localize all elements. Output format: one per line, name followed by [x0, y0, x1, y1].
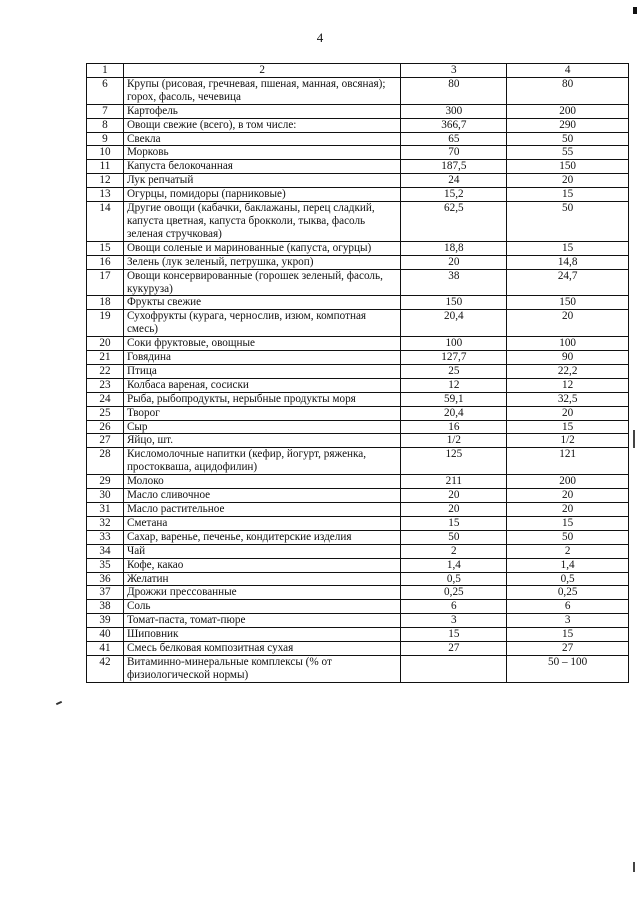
row-number: 35	[87, 558, 124, 572]
row-value-col3: 20,4	[401, 406, 507, 420]
row-value-col4: 15	[507, 628, 629, 642]
table-row	[87, 406, 629, 420]
row-number: 32	[87, 516, 124, 530]
row-name: Кофе, какао	[123, 558, 401, 572]
row-name: Говядина	[123, 351, 401, 365]
row-value-col4: 24,7	[507, 269, 629, 296]
row-value-col4: 150	[507, 296, 629, 310]
row-value-col3: 12	[401, 378, 507, 392]
row-value-col3: 16	[401, 420, 507, 434]
row-number: 6	[87, 77, 124, 104]
row-value-col3: 20	[401, 489, 507, 503]
row-value-col3: 20	[401, 255, 507, 269]
table-row	[87, 77, 629, 104]
row-name: Капуста белокочанная	[123, 160, 401, 174]
row-value-col4: 121	[507, 448, 629, 475]
table-row	[87, 296, 629, 310]
row-name: Масло сливочное	[123, 489, 401, 503]
table-row	[87, 628, 629, 642]
row-value-col4: 1/2	[507, 434, 629, 448]
row-name: Смесь белковая композитная сухая	[123, 642, 401, 656]
food-norms-table	[86, 63, 629, 683]
row-value-col4: 50 – 100	[507, 655, 629, 682]
row-value-col4: 15	[507, 188, 629, 202]
row-number: 42	[87, 655, 124, 682]
row-value-col3: 2	[401, 544, 507, 558]
table-row	[87, 188, 629, 202]
row-value-col4: 20	[507, 174, 629, 188]
row-number: 26	[87, 420, 124, 434]
row-value-col4: 200	[507, 475, 629, 489]
table-row	[87, 420, 629, 434]
table-row	[87, 351, 629, 365]
row-value-col4: 20	[507, 489, 629, 503]
table-body	[87, 77, 629, 682]
row-name: Фрукты свежие	[123, 296, 401, 310]
page-number: 4	[316, 30, 324, 45]
table-row	[87, 558, 629, 572]
row-value-col4: 290	[507, 118, 629, 132]
table-row	[87, 269, 629, 296]
row-value-col3: 20	[401, 503, 507, 517]
row-value-col3: 100	[401, 337, 507, 351]
row-number: 24	[87, 392, 124, 406]
row-value-col3: 15	[401, 516, 507, 530]
table-row	[87, 392, 629, 406]
row-name: Дрожжи прессованные	[123, 586, 401, 600]
row-value-col4: 150	[507, 160, 629, 174]
row-number: 30	[87, 489, 124, 503]
table-row	[87, 448, 629, 475]
row-value-col4: 3	[507, 614, 629, 628]
row-name: Зелень (лук зеленый, петрушка, укроп)	[123, 255, 401, 269]
table-row	[87, 655, 629, 682]
row-value-col3: 50	[401, 530, 507, 544]
row-name: Масло растительное	[123, 503, 401, 517]
row-name: Сыр	[123, 420, 401, 434]
row-value-col3	[401, 655, 507, 682]
row-number: 15	[87, 241, 124, 255]
row-number: 17	[87, 269, 124, 296]
row-value-col3: 65	[401, 132, 507, 146]
row-value-col4: 20	[507, 503, 629, 517]
row-value-col4: 22,2	[507, 364, 629, 378]
row-number: 28	[87, 448, 124, 475]
table-row	[87, 378, 629, 392]
row-value-col4: 2	[507, 544, 629, 558]
table-row	[87, 118, 629, 132]
row-value-col4: 0,25	[507, 586, 629, 600]
table-row	[87, 516, 629, 530]
table-row	[87, 434, 629, 448]
row-value-col3: 1/2	[401, 434, 507, 448]
scan-edge-mark	[633, 430, 635, 448]
row-value-col3: 300	[401, 104, 507, 118]
table-row	[87, 572, 629, 586]
row-number: 37	[87, 586, 124, 600]
row-value-col3: 3	[401, 614, 507, 628]
table-row	[87, 202, 629, 242]
row-value-col4: 90	[507, 351, 629, 365]
row-value-col4: 0,5	[507, 572, 629, 586]
row-value-col4: 15	[507, 516, 629, 530]
row-value-col4: 50	[507, 132, 629, 146]
row-name: Лук репчатый	[123, 174, 401, 188]
row-name: Морковь	[123, 146, 401, 160]
row-name: Молоко	[123, 475, 401, 489]
row-number: 29	[87, 475, 124, 489]
row-name: Рыба, рыбопродукты, нерыбные продукты моря	[123, 392, 401, 406]
row-value-col3: 211	[401, 475, 507, 489]
row-name: Шиповник	[123, 628, 401, 642]
row-value-col3: 127,7	[401, 351, 507, 365]
table-row	[87, 160, 629, 174]
table-row	[87, 310, 629, 337]
table-row	[87, 241, 629, 255]
row-value-col4: 55	[507, 146, 629, 160]
row-number: 10	[87, 146, 124, 160]
table-row	[87, 600, 629, 614]
row-value-col4: 15	[507, 241, 629, 255]
row-number: 12	[87, 174, 124, 188]
row-name: Соль	[123, 600, 401, 614]
row-value-col3: 366,7	[401, 118, 507, 132]
row-name: Витаминно-минеральные комплексы (% от физиологической нормы)	[123, 655, 401, 682]
row-value-col4: 50	[507, 202, 629, 242]
row-value-col3: 62,5	[401, 202, 507, 242]
row-name: Овощи свежие (всего), в том числе:	[123, 118, 401, 132]
header-col-1: 1	[87, 64, 124, 78]
table-row	[87, 337, 629, 351]
row-value-col3: 150	[401, 296, 507, 310]
row-value-col3: 0,5	[401, 572, 507, 586]
row-number: 31	[87, 503, 124, 517]
row-value-col3: 20,4	[401, 310, 507, 337]
row-name: Творог	[123, 406, 401, 420]
row-value-col4: 27	[507, 642, 629, 656]
header-col-2: 2	[123, 64, 401, 78]
row-number: 18	[87, 296, 124, 310]
row-value-col3: 27	[401, 642, 507, 656]
scan-edge-mark	[633, 862, 635, 872]
row-name: Птица	[123, 364, 401, 378]
row-value-col4: 1,4	[507, 558, 629, 572]
row-number: 8	[87, 118, 124, 132]
row-value-col3: 15,2	[401, 188, 507, 202]
row-name: Желатин	[123, 572, 401, 586]
row-value-col4: 15	[507, 420, 629, 434]
row-name: Крупы (рисовая, гречневая, пшеная, манная, овсяная); горох, фасоль, чечевица	[123, 77, 401, 104]
row-number: 11	[87, 160, 124, 174]
scan-speck	[56, 701, 62, 705]
table-row	[87, 642, 629, 656]
row-value-col4: 50	[507, 530, 629, 544]
row-name: Другие овощи (кабачки, баклажаны, перец сладкий, капуста цветная, капуста брокколи, тыква, фасоль зеленая стручковая)	[123, 202, 401, 242]
row-number: 34	[87, 544, 124, 558]
row-number: 36	[87, 572, 124, 586]
table-row	[87, 614, 629, 628]
row-name: Чай	[123, 544, 401, 558]
table-row	[87, 475, 629, 489]
row-number: 7	[87, 104, 124, 118]
row-number: 27	[87, 434, 124, 448]
row-number: 40	[87, 628, 124, 642]
table-row	[87, 586, 629, 600]
table-row	[87, 255, 629, 269]
row-name: Сметана	[123, 516, 401, 530]
row-value-col3: 1,4	[401, 558, 507, 572]
row-value-col3: 70	[401, 146, 507, 160]
row-value-col4: 32,5	[507, 392, 629, 406]
row-value-col4: 20	[507, 406, 629, 420]
table-header-row	[87, 64, 629, 78]
row-name: Овощи соленые и маринованные (капуста, огурцы)	[123, 241, 401, 255]
row-number: 22	[87, 364, 124, 378]
table-row	[87, 174, 629, 188]
row-name: Картофель	[123, 104, 401, 118]
row-number: 14	[87, 202, 124, 242]
row-number: 19	[87, 310, 124, 337]
header-col-3: 3	[401, 64, 507, 78]
row-number: 25	[87, 406, 124, 420]
table-row	[87, 503, 629, 517]
row-value-col4: 20	[507, 310, 629, 337]
row-value-col4: 80	[507, 77, 629, 104]
row-name: Овощи консервированные (горошек зеленый, фасоль, кукуруза)	[123, 269, 401, 296]
row-number: 20	[87, 337, 124, 351]
header-col-4: 4	[507, 64, 629, 78]
row-value-col3: 18,8	[401, 241, 507, 255]
row-number: 33	[87, 530, 124, 544]
row-value-col3: 80	[401, 77, 507, 104]
table-row	[87, 364, 629, 378]
row-value-col3: 24	[401, 174, 507, 188]
scan-corner-mark	[633, 7, 637, 14]
row-name: Огурцы, помидоры (парниковые)	[123, 188, 401, 202]
row-name: Томат-паста, томат-пюре	[123, 614, 401, 628]
row-name: Сухофрукты (курага, чернослив, изюм, компотная смесь)	[123, 310, 401, 337]
row-number: 38	[87, 600, 124, 614]
row-value-col3: 38	[401, 269, 507, 296]
row-value-col3: 6	[401, 600, 507, 614]
row-name: Колбаса вареная, сосиски	[123, 378, 401, 392]
row-value-col3: 125	[401, 448, 507, 475]
row-value-col4: 14,8	[507, 255, 629, 269]
row-name: Яйцо, шт.	[123, 434, 401, 448]
row-number: 16	[87, 255, 124, 269]
table-row	[87, 146, 629, 160]
row-value-col4: 200	[507, 104, 629, 118]
row-number: 13	[87, 188, 124, 202]
row-name: Кисломолочные напитки (кефир, йогурт, ряженка, простокваша, ацидофилин)	[123, 448, 401, 475]
row-value-col3: 59,1	[401, 392, 507, 406]
table-row	[87, 544, 629, 558]
row-name: Соки фруктовые, овощные	[123, 337, 401, 351]
row-value-col4: 12	[507, 378, 629, 392]
row-value-col4: 100	[507, 337, 629, 351]
row-value-col4: 6	[507, 600, 629, 614]
table-row	[87, 489, 629, 503]
row-name: Свекла	[123, 132, 401, 146]
row-number: 23	[87, 378, 124, 392]
row-number: 41	[87, 642, 124, 656]
row-number: 9	[87, 132, 124, 146]
table-row	[87, 530, 629, 544]
table-row	[87, 132, 629, 146]
row-value-col3: 15	[401, 628, 507, 642]
row-name: Сахар, варенье, печенье, кондитерские изделия	[123, 530, 401, 544]
row-value-col3: 0,25	[401, 586, 507, 600]
row-value-col3: 25	[401, 364, 507, 378]
row-value-col3: 187,5	[401, 160, 507, 174]
table-row	[87, 104, 629, 118]
row-number: 21	[87, 351, 124, 365]
row-number: 39	[87, 614, 124, 628]
